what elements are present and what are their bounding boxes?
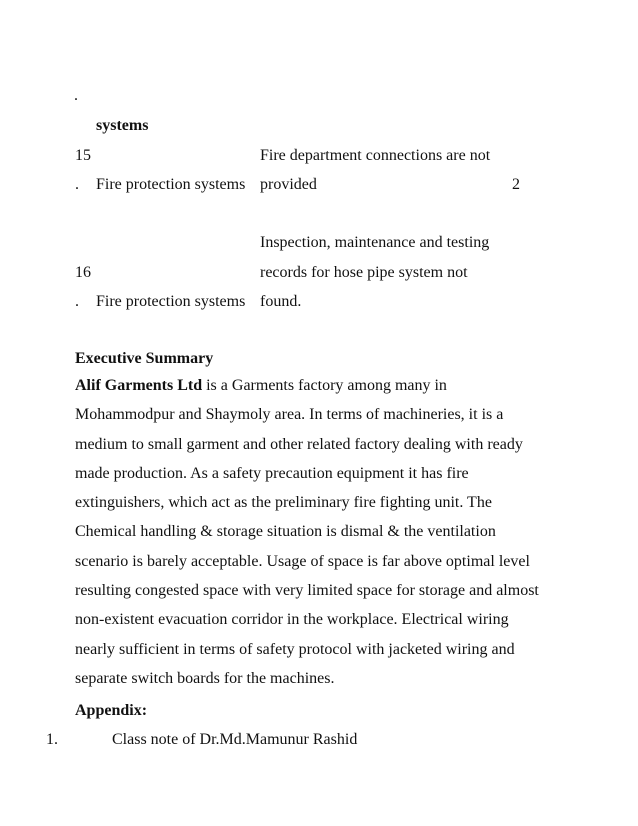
summary-line: Mohammodpur and Shaymoly area. In terms of machineries, it is a xyxy=(75,406,504,424)
summary-line: Chemical handling & storage situation is dismal & the ventilation xyxy=(75,523,496,541)
prev-row-category: systems xyxy=(96,117,149,134)
summary-line: extinguishers, which act as the preliminary fire fighting unit. The xyxy=(75,494,492,512)
row15-category: Fire protection systems xyxy=(96,176,246,193)
appendix-item-number: 1. xyxy=(46,731,58,748)
row16-finding-line2: records for hose pipe system not xyxy=(260,264,468,281)
row15-finding-line2: provided xyxy=(260,176,317,193)
row15-score: 2 xyxy=(512,176,520,193)
summary-line: separate switch boards for the machines. xyxy=(75,669,335,687)
executive-summary-heading: Executive Summary xyxy=(75,350,214,367)
row16-category: Fire protection systems xyxy=(96,293,246,310)
summary-line: scenario is barely acceptable. Usage of space is far above optimal level xyxy=(75,552,530,570)
summary-line xyxy=(75,376,575,405)
row16-finding-line3: found. xyxy=(260,293,302,310)
row16-number: 16 xyxy=(75,264,91,281)
row16-dot: . xyxy=(75,293,79,310)
row15-dot: . xyxy=(75,176,79,193)
summary-line-text: is a Garments factory among many in xyxy=(202,377,447,394)
summary-line: resulting congested space with very limited space for storage and almost xyxy=(75,582,539,600)
row15-finding-line1: Fire department connections are not xyxy=(260,147,491,164)
appendix-item-text: Class note of Dr.Md.Mamunur Rashid xyxy=(112,731,358,748)
summary-line: medium to small garment and other related factory dealing with ready xyxy=(75,435,523,453)
summary-line: non-existent evacuation corridor in the workplace. Electrical wiring xyxy=(75,611,509,629)
appendix-heading: Appendix: xyxy=(75,702,148,719)
row16-finding-line1: Inspection, maintenance and testing xyxy=(260,234,490,251)
company-name: Alif Garments Ltd xyxy=(75,377,203,394)
row15-number: 15 xyxy=(75,147,91,164)
summary-line: made production. As a safety precaution equipment it has fire xyxy=(75,464,469,482)
top-row-dot: . xyxy=(74,87,78,104)
executive-summary-paragraph xyxy=(75,376,575,698)
summary-line: nearly sufficient in terms of safety protocol with jacketed wiring and xyxy=(75,640,515,658)
